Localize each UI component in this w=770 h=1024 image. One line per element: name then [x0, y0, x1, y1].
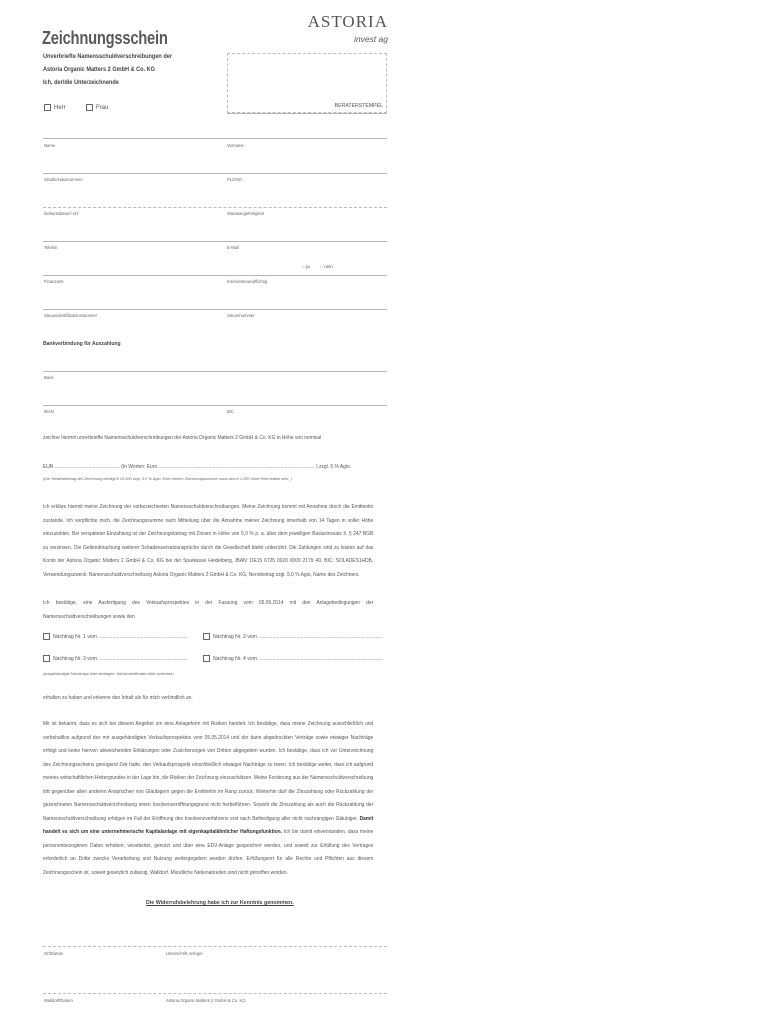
nachtrag-2-label: Nachtrag Nr. 2 vom ........................................................................................	[213, 633, 383, 640]
address-field[interactable]	[43, 207, 387, 208]
risks-bold-text: Damit handelt es sich um eine unternehmerische Kapitalanlage mit eigenkapitalähnlicher Haftungsfunktion.	[43, 815, 374, 835]
logo-sub-text: invest ag	[353, 34, 388, 44]
steuer-id-label: Steueridentifikationsnummer	[44, 313, 98, 318]
kirchensteuer-ja[interactable]: ○ ja	[302, 264, 310, 269]
bank-heading: Bankverbindung für Auszahlung	[43, 341, 121, 347]
astoria-logo	[306, 12, 388, 46]
nein-label: nein	[324, 264, 333, 269]
received-statement: erhalten zu haben und erkenne den Inhalt als für mich verbindlich an.	[43, 695, 193, 701]
birth-field[interactable]	[43, 241, 387, 242]
paragraph-declaration: Ich erkläre hiermit meine Zeichnung der vorbezeichneten Namensschuldverschreibungen. Meine Zeichnung kommt mit Annahme durch die Emittentin zustande. Ich verpflichte mich, die Zeichnungssumme nach Mitteilung über die Annahme meiner Zeichnung innerhalb von 14 Tagen in voller Höhe einzuzahlen. Bei verspäteter Einzahlung ist der Zeichnungsbetrag mit Zinsen in Höhe von 5,0 % p. a. über dem jeweiligen Basiszinssatz lt. § 247 BGB zu verzinsen. Die Geltendmachung weiterer Schadensersatzansprüche durch die Gesellschaft bleibt unberührt. Die Zahlungen sind zu leisten auf das Konto der Astoria Organic Matters 2 GmbH & Co. KG bei der Sparkasse Heidelberg, IBAN: DE15 6725 0020 0009 2179 49, BIC: SOLADES1HDB, Verwendungszweck: Namensschuldverschreibung Astoria Organic Matters 2 GmbH & Co. KG, Nennbetrag zzgl. 5,0 % Agio, Name des Zeichners.	[43, 504, 374, 578]
telefon-label: Telefon	[44, 245, 58, 250]
herr-checkbox[interactable]	[44, 104, 51, 111]
finanzamt-label: Finanzamt	[44, 279, 64, 284]
plz-ort-label: PLZ/Ort	[227, 177, 242, 182]
paragraph-prospectus: Ich bestätige, eine Ausfertigung des Verkaufsprospektes in der Fassung vom 05.05.2014 mit den Anlagebedingungen der Namensschuldverschreibungen sowie den	[43, 600, 374, 620]
nachtrag-3[interactable]	[43, 655, 187, 662]
subscription-intro: zeichne hiermit unverbriefte Namensschuldverschreibungen der Astoria Organic Matters 2 GmbH & Co. KG in Höhe von nominal	[43, 435, 322, 441]
nachtrag-1[interactable]	[43, 633, 187, 640]
signature-line-company[interactable]	[43, 993, 387, 994]
privacy-text: Ich bin damit einverstanden, dass meine personenbezogenen Daten erhoben, verarbeitet, genutzt und über eine EDV-Anlage gespeichert werden, und soweit zur Erfüllung des Vertrages erforderlich an Dritte zwecks Verarbeitung und Nutzung weitergegeben werden dürfen. Erfüllungsort für alle Rechte und Pflichten aus diesem Zeichnungsschein ist, soweit gesetzlich zulässig, Walldorf. Mündliche Nebenabreden sind nicht getroffen worden.	[43, 829, 374, 876]
name-label: Name	[44, 143, 56, 148]
signature-line-investor[interactable]	[43, 946, 387, 947]
nachtrag-4-label: Nachtrag Nr. 4 vom ........................................................................................	[213, 655, 383, 662]
eur-amount-line[interactable]: EUR ................................................ (In Worten: Euro ................................................................................................................... ) zzgl. 5 % Agio.	[43, 464, 352, 470]
strasse-label: Straße/Hausnummer	[44, 177, 83, 182]
bic-label: BIC	[227, 409, 234, 414]
bank-field[interactable]	[43, 371, 387, 372]
frau-label: Frau	[96, 105, 109, 112]
ja-label: ja	[306, 264, 310, 269]
widerruf-statement: Die Widerrufsbelehrung habe ich zur Kenntnis genommen.	[146, 900, 294, 906]
subtitle-line-2: Astoria Organic Matters 2 GmbH & Co. KG	[43, 66, 156, 73]
nachtrag-note: (ausgehändigte Nachträge bitte eintragen, Nichtzutreffendes bitte streichen)	[43, 671, 174, 676]
nachtrag-3-label: Nachtrag Nr. 3 vom ...............................................................	[53, 655, 188, 662]
nachtrag-3-checkbox[interactable]	[43, 655, 50, 662]
salutation-frau[interactable]	[86, 104, 108, 111]
stamp-label: BERATERSTEMPEL	[334, 103, 383, 109]
page-title: Zeichnungsschein	[42, 28, 168, 48]
frau-checkbox[interactable]	[86, 104, 93, 111]
company-label: Astoria Organic Matters 2 GmbH & Co. KG	[166, 998, 246, 1003]
ort-datum-label: Ort/Datum	[44, 951, 64, 956]
contact-field[interactable]	[43, 275, 387, 276]
unterschrift-label: Unterschrift Anleger	[166, 951, 203, 956]
paragraph-risks	[43, 718, 373, 880]
nachtrag-2-checkbox[interactable]	[203, 633, 210, 640]
subtitle-line-3: Ich, der/die Unterzeichnende	[43, 79, 119, 86]
risks-text: Mir ist bekannt, dass es sich bei diesem Angebot um eine Anlageform mit Risiken handelt. Ich bestätige, dass meine Zeichnung ausschließlich und vorbehaltlos aufgrund des mir ausgehändigten Verkaufsprospektes vom 05.05.2014 und der darin abgedruckten Verträge sowie etwaiger Nachträge erfolgt und keine hiervon abweichenden Erklärungen oder Zusicherungen von Dritten abgegeben wurden. Ich bestätige, dass ich vor Unterzeichnung des Zeichnungsscheins genügend Zeit hatte, den Verkaufsprospekt einschließlich etwaiger Nachträge zu lesen. Ich bestätige weiter, dass ich aufgrund meines wirtschaftlichen Hintergrundes in der Lage bin, die Risiken der Zeichnung einzuschätzen. Meine Forderung aus der Namensschuldverschreibung tritt gegenüber allen anderen Ansprüchen von Gläubigern gegen die Emittentin im Rang zurück. Weiterhin darf die Zinszahlung oder Rückzahlung der gezeichneten Namensschuldverschreibung einen Insolvenzeröffnungsgrund nicht herbeiführen. Sowohl die Zinszahlung als auch die Rückzahlung der Namensschuldverschreibung erfolgen im Fall der Eröffnung des Insolvenzverfahrens erst nach Befriedigung aller nicht nachrangigen Gläubiger.	[43, 721, 374, 822]
logo-main-text: ASTORIA	[307, 12, 388, 31]
staatsangehoerigkeit-label: Staatsangehörigkeit	[227, 211, 265, 216]
kirchensteuer-label: Kirchensteuerpflichtig	[227, 279, 268, 284]
herr-label: Herr	[54, 105, 66, 112]
tax-field[interactable]	[43, 309, 387, 310]
geburtsdatum-label: Geburtsdatum/-ort	[44, 211, 78, 216]
nachtrag-1-label: Nachtrag Nr. 1 vom ...............................................................	[53, 633, 188, 640]
nachtrag-4[interactable]	[203, 655, 383, 662]
nachtrag-2[interactable]	[203, 633, 383, 640]
walldorf-datum-label: Walldorf/Datum	[44, 998, 73, 1003]
bank-label: Bank	[44, 375, 54, 380]
nachtrag-1-checkbox[interactable]	[43, 633, 50, 640]
vorname-label: Vorname	[227, 143, 244, 148]
name-field[interactable]	[43, 173, 387, 174]
nachtrag-4-checkbox[interactable]	[203, 655, 210, 662]
salutation-herr[interactable]	[44, 104, 66, 111]
subtitle-line-1: Unverbriefte Namensschuldverschreibungen der	[43, 53, 173, 60]
advisor-stamp-box[interactable]	[227, 53, 387, 113]
iban-field[interactable]	[43, 405, 387, 406]
steuernummer-label: Steuernummer	[227, 313, 255, 318]
minimum-note: (Der Mindestbetrag der Zeichnung beträgt € 15.000 zzgl. 5,0 % Agio. Eine höhere Zeichnungssumme muss durch 1.000 ohne Rest teilbar sein. )	[43, 476, 292, 481]
email-label: E-Mail	[227, 245, 239, 250]
kirchensteuer-nein[interactable]: ○ nein	[320, 264, 333, 269]
iban-label: IBAN	[44, 409, 54, 414]
